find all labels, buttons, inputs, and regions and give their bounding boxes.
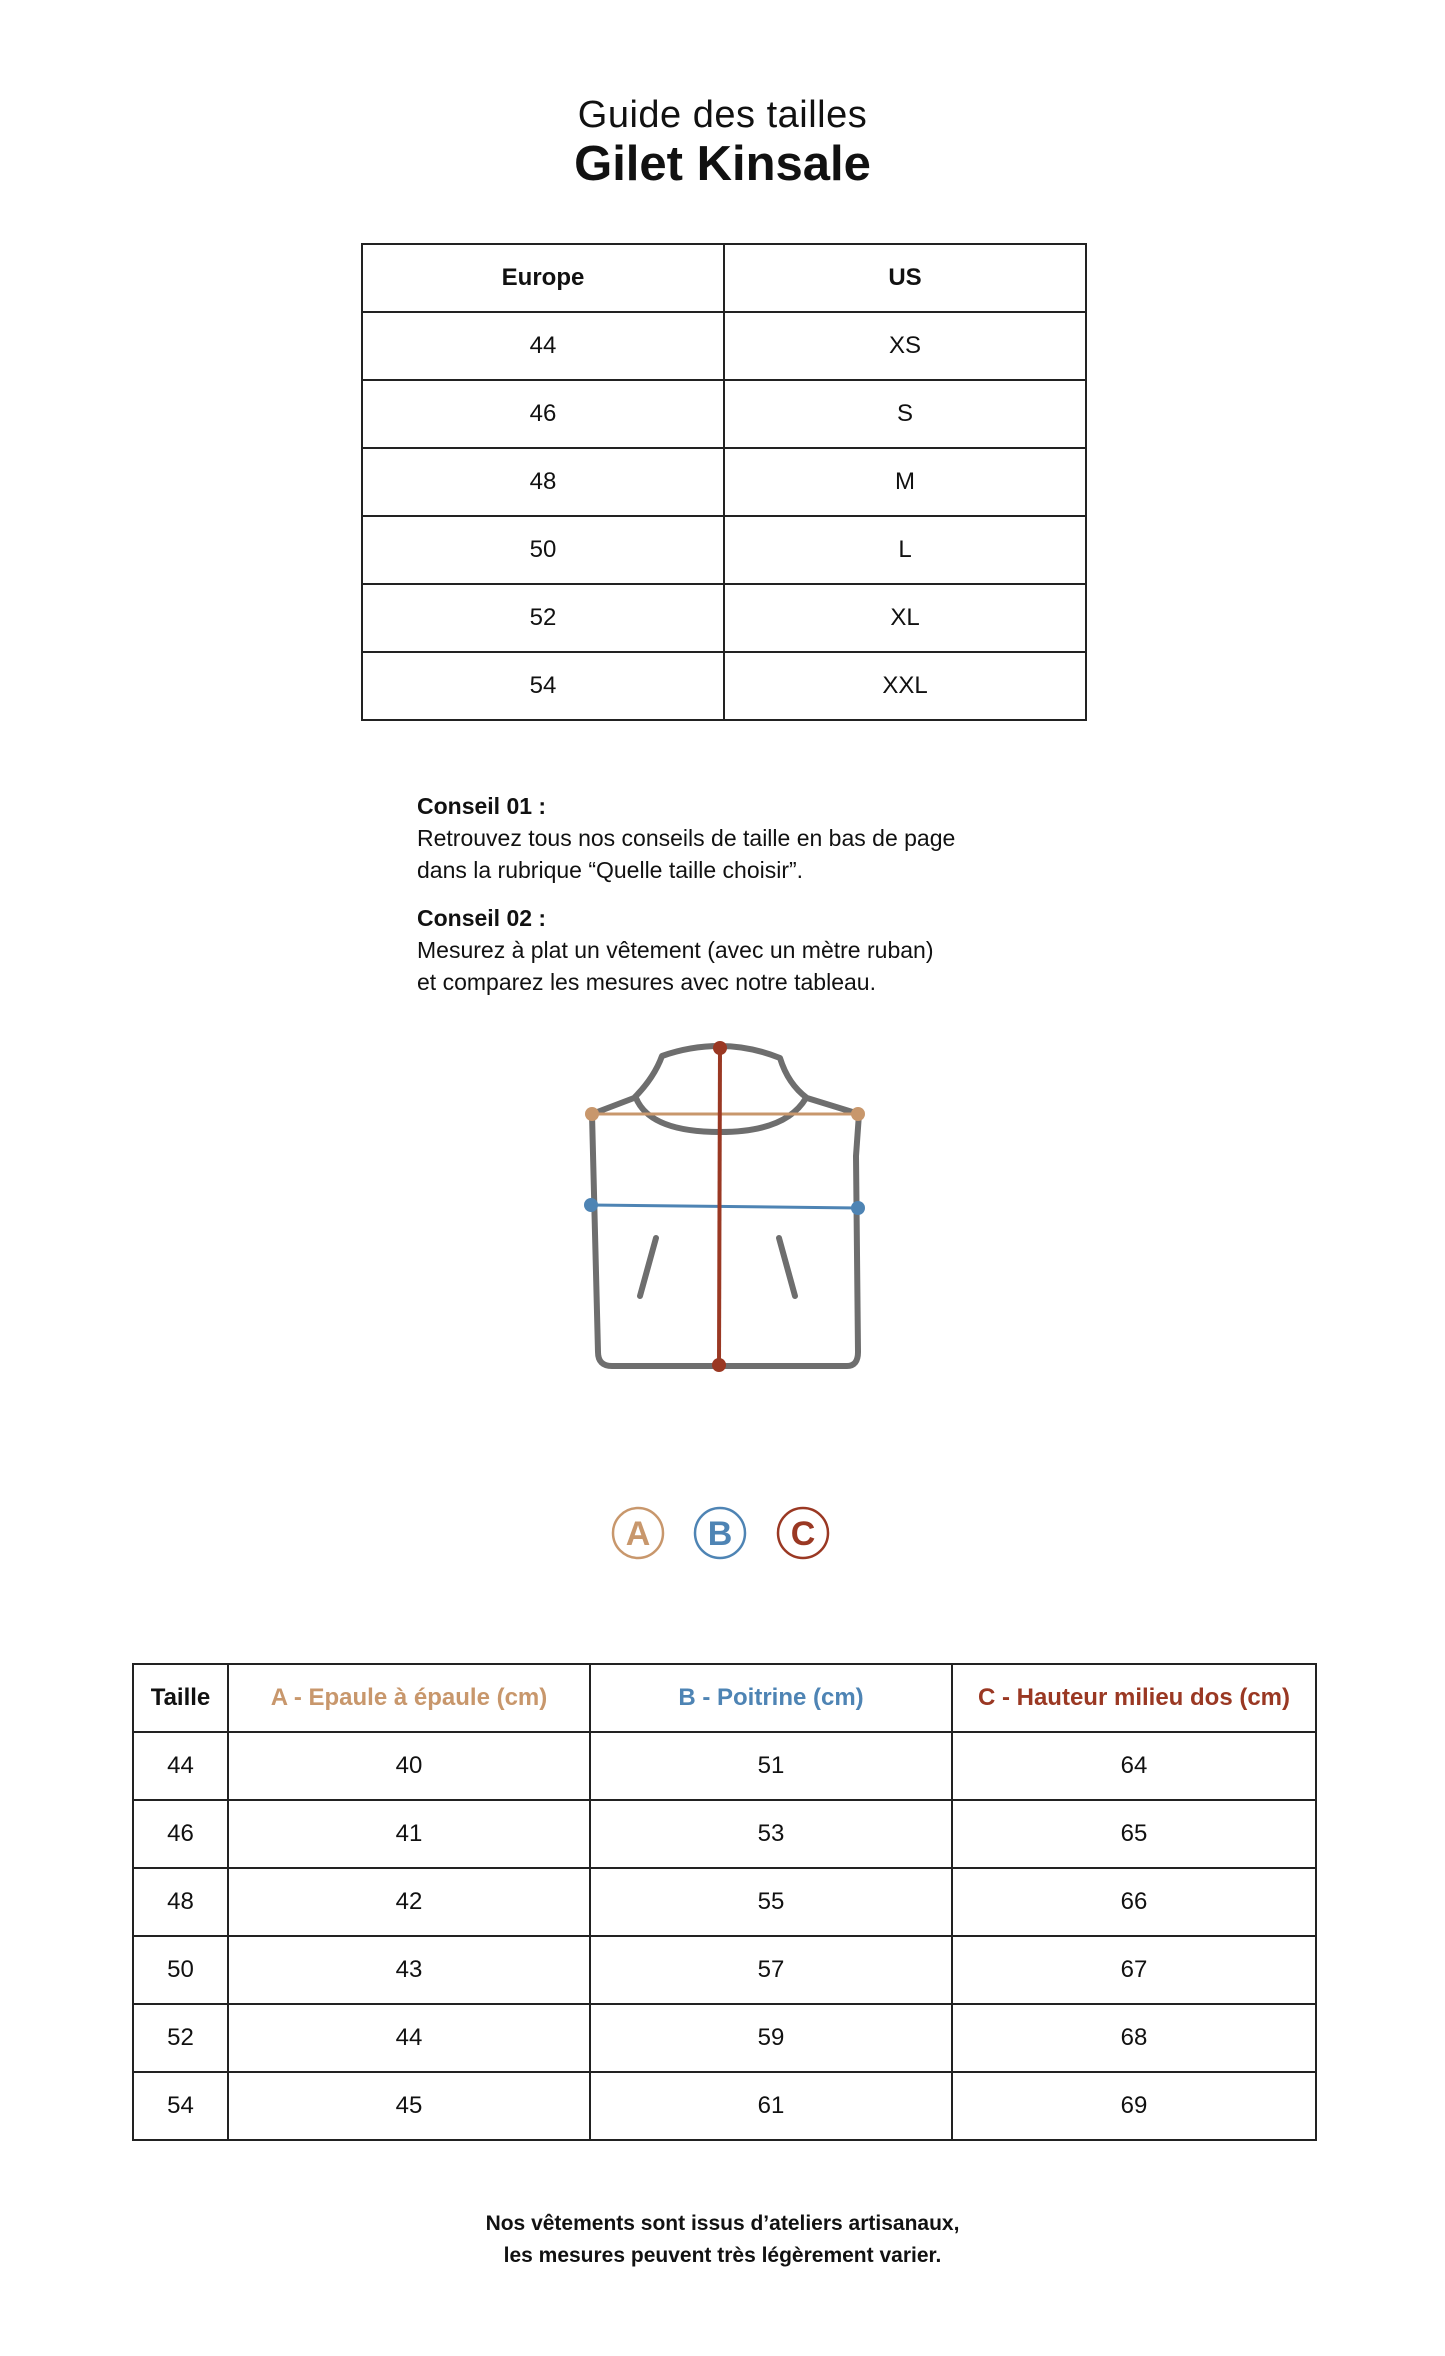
table-row xyxy=(133,1936,1316,2004)
column-header-back-length: C - Hauteur milieu dos (cm) xyxy=(952,1664,1316,1732)
footer-line: Nos vêtements sont issus d’ateliers artisanaux, xyxy=(485,2212,960,2235)
cell-chest: 61 xyxy=(590,2072,952,2140)
cell-chest: 55 xyxy=(590,1868,952,1936)
measure-point-a-right xyxy=(851,1107,865,1121)
legend-label-c: C xyxy=(790,1515,816,1553)
tip-text-line: Retrouvez tous nos conseils de taille en bas de page xyxy=(417,825,956,851)
cell-us: S xyxy=(724,380,1086,448)
legend-label-b: B xyxy=(707,1515,733,1553)
table-row xyxy=(362,584,1086,652)
cell-size: 52 xyxy=(133,2004,228,2072)
measure-point-b-left xyxy=(584,1198,598,1212)
tip-text-line: et comparez les mesures avec notre tableau. xyxy=(417,969,876,995)
cell-europe: 54 xyxy=(362,652,724,720)
measure-line-b xyxy=(591,1205,858,1208)
cell-shoulder: 43 xyxy=(228,1936,590,2004)
table-row xyxy=(133,2072,1316,2140)
legend-a xyxy=(613,1508,663,1558)
vest-measurement-diagram xyxy=(560,1028,880,1568)
cell-back-length: 67 xyxy=(952,1936,1316,2004)
table-row xyxy=(133,1868,1316,1936)
cell-size: 44 xyxy=(133,1732,228,1800)
table-header-row xyxy=(133,1664,1316,1732)
right-pocket xyxy=(779,1238,795,1296)
table-row xyxy=(362,312,1086,380)
cell-us: XS xyxy=(724,312,1086,380)
size-conversion-table xyxy=(361,243,1087,721)
cell-size: 50 xyxy=(133,1936,228,2004)
cell-shoulder: 44 xyxy=(228,2004,590,2072)
table-row xyxy=(133,1800,1316,1868)
legend-label-a: A xyxy=(625,1515,651,1553)
footer-note xyxy=(0,2208,1445,2272)
cell-size: 46 xyxy=(133,1800,228,1868)
measure-line-c xyxy=(719,1048,720,1364)
cell-chest: 59 xyxy=(590,2004,952,2072)
cell-back-length: 65 xyxy=(952,1800,1316,1868)
measure-point-c-bottom xyxy=(712,1358,726,1372)
column-header-europe: Europe xyxy=(362,244,724,312)
cell-shoulder: 41 xyxy=(228,1800,590,1868)
tip-02 xyxy=(417,902,1057,998)
table-row xyxy=(362,652,1086,720)
measurements-table xyxy=(132,1663,1317,2141)
cell-chest: 53 xyxy=(590,1800,952,1868)
cell-europe: 52 xyxy=(362,584,724,652)
cell-shoulder: 45 xyxy=(228,2072,590,2140)
table-row xyxy=(362,380,1086,448)
measure-point-a-left xyxy=(585,1107,599,1121)
cell-us: XL xyxy=(724,584,1086,652)
column-header-chest: B - Poitrine (cm) xyxy=(590,1664,952,1732)
measure-point-c-top xyxy=(713,1041,727,1055)
sizing-tips xyxy=(417,790,1057,1014)
cell-us: L xyxy=(724,516,1086,584)
table-row xyxy=(362,516,1086,584)
legend-b xyxy=(695,1508,745,1558)
column-header-shoulder: A - Epaule à épaule (cm) xyxy=(228,1664,590,1732)
tip-text-line: Mesurez à plat un vêtement (avec un mètre ruban) xyxy=(417,937,934,963)
tip-title: Conseil 02 : xyxy=(417,905,547,931)
cell-us: M xyxy=(724,448,1086,516)
cell-back-length: 68 xyxy=(952,2004,1316,2072)
cell-chest: 51 xyxy=(590,1732,952,1800)
cell-back-length: 69 xyxy=(952,2072,1316,2140)
page-title: Gilet Kinsale xyxy=(574,137,871,191)
cell-size: 54 xyxy=(133,2072,228,2140)
cell-size: 48 xyxy=(133,1868,228,1936)
cell-us: XXL xyxy=(724,652,1086,720)
cell-europe: 44 xyxy=(362,312,724,380)
footer-line: les mesures peuvent très légèrement varier. xyxy=(503,2244,942,2267)
cell-back-length: 66 xyxy=(952,1868,1316,1936)
measure-point-b-right xyxy=(851,1201,865,1215)
column-header-us: US xyxy=(724,244,1086,312)
tip-title: Conseil 01 : xyxy=(417,793,547,819)
tip-text-line: dans la rubrique “Quelle taille choisir”. xyxy=(417,857,804,883)
column-header-size: Taille xyxy=(133,1664,228,1732)
legend-c xyxy=(778,1508,828,1558)
cell-europe: 48 xyxy=(362,448,724,516)
table-row xyxy=(133,1732,1316,1800)
left-pocket xyxy=(640,1238,656,1296)
cell-shoulder: 42 xyxy=(228,1868,590,1936)
cell-europe: 50 xyxy=(362,516,724,584)
cell-chest: 57 xyxy=(590,1936,952,2004)
table-row xyxy=(362,448,1086,516)
cell-shoulder: 40 xyxy=(228,1732,590,1800)
table-row xyxy=(133,2004,1316,2072)
cell-europe: 46 xyxy=(362,380,724,448)
tip-01 xyxy=(417,790,1057,886)
cell-back-length: 64 xyxy=(952,1732,1316,1800)
page-subtitle: Guide des tailles xyxy=(577,94,868,136)
table-header-row xyxy=(362,244,1086,312)
